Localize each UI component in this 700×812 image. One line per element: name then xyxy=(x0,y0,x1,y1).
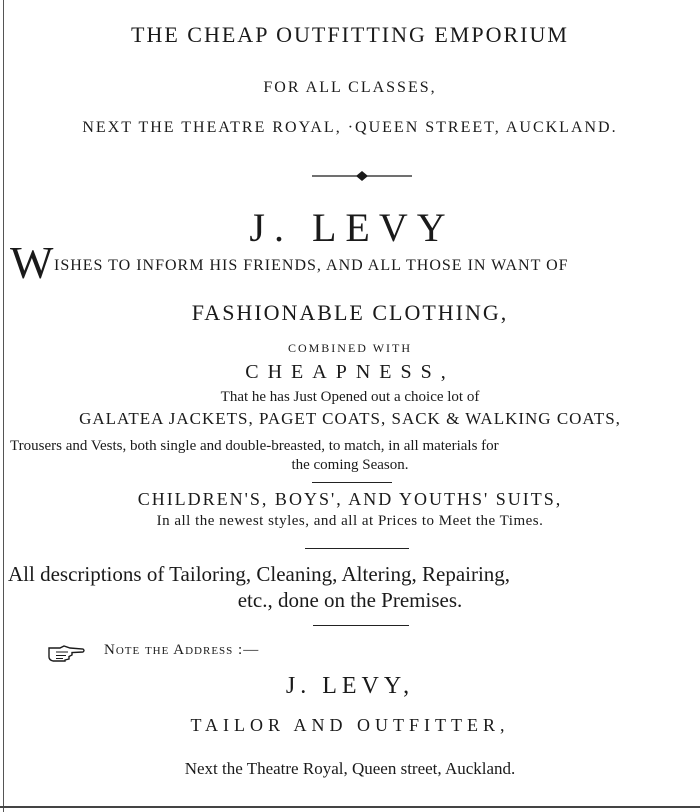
diamond-rule-ornament-icon xyxy=(312,170,412,182)
trade-line: TAILOR AND OUTFITTER, xyxy=(190,715,510,735)
address-line: Next the Theatre Royal, Queen street, Auckland. xyxy=(184,759,516,778)
pointing-hand-icon xyxy=(46,642,86,664)
bottom-border-rule xyxy=(0,806,700,808)
intro-drop-cap: W xyxy=(10,237,54,288)
opened-line: That he has Just Opened out a choice lot of xyxy=(220,389,480,405)
divider-rule xyxy=(312,482,392,483)
note-address-line: Note the Address :— xyxy=(104,642,260,658)
headline-location: NEXT THE THEATRE ROYAL, ·QUEEN STREET, AUCKLAND. xyxy=(82,119,618,136)
headline-subtitle: FOR ALL CLASSES, xyxy=(263,79,437,96)
divider-rule xyxy=(313,625,409,626)
fashionable-clothing-heading: FASHIONABLE CLOTHING, xyxy=(191,300,509,325)
footer-merchant-name: J. LEVY, xyxy=(285,673,415,699)
combined-with-text: COMBINED WITH xyxy=(287,341,413,355)
trousers-line: Trousers and Vests, both single and double-breasted, to match, in all materials for xyxy=(10,438,499,454)
tailoring-line: All descriptions of Tailoring, Cleaning, Altering, Repairing, xyxy=(8,562,511,586)
headline-title: THE CHEAP OUTFITTING EMPORIUM xyxy=(131,22,569,47)
cheapness-heading: CHEAPNESS, xyxy=(245,361,455,383)
premises-line: etc., done on the Premises. xyxy=(237,588,463,612)
intro-line: ISHES TO INFORM HIS FRIENDS, AND ALL THOSE IN WANT OF xyxy=(54,257,569,274)
suits-heading: CHILDREN'S, BOYS', AND YOUTHS' SUITS, xyxy=(137,489,563,509)
divider-rule xyxy=(305,548,409,549)
season-line: the coming Season. xyxy=(291,457,409,473)
jackets-line: GALATEA JACKETS, PAGET COATS, SACK & WALKING COATS, xyxy=(79,409,621,428)
merchant-name: J. LEVY xyxy=(249,205,455,250)
styles-line: In all the newest styles, and all at Prices to Meet the Times. xyxy=(156,513,544,529)
